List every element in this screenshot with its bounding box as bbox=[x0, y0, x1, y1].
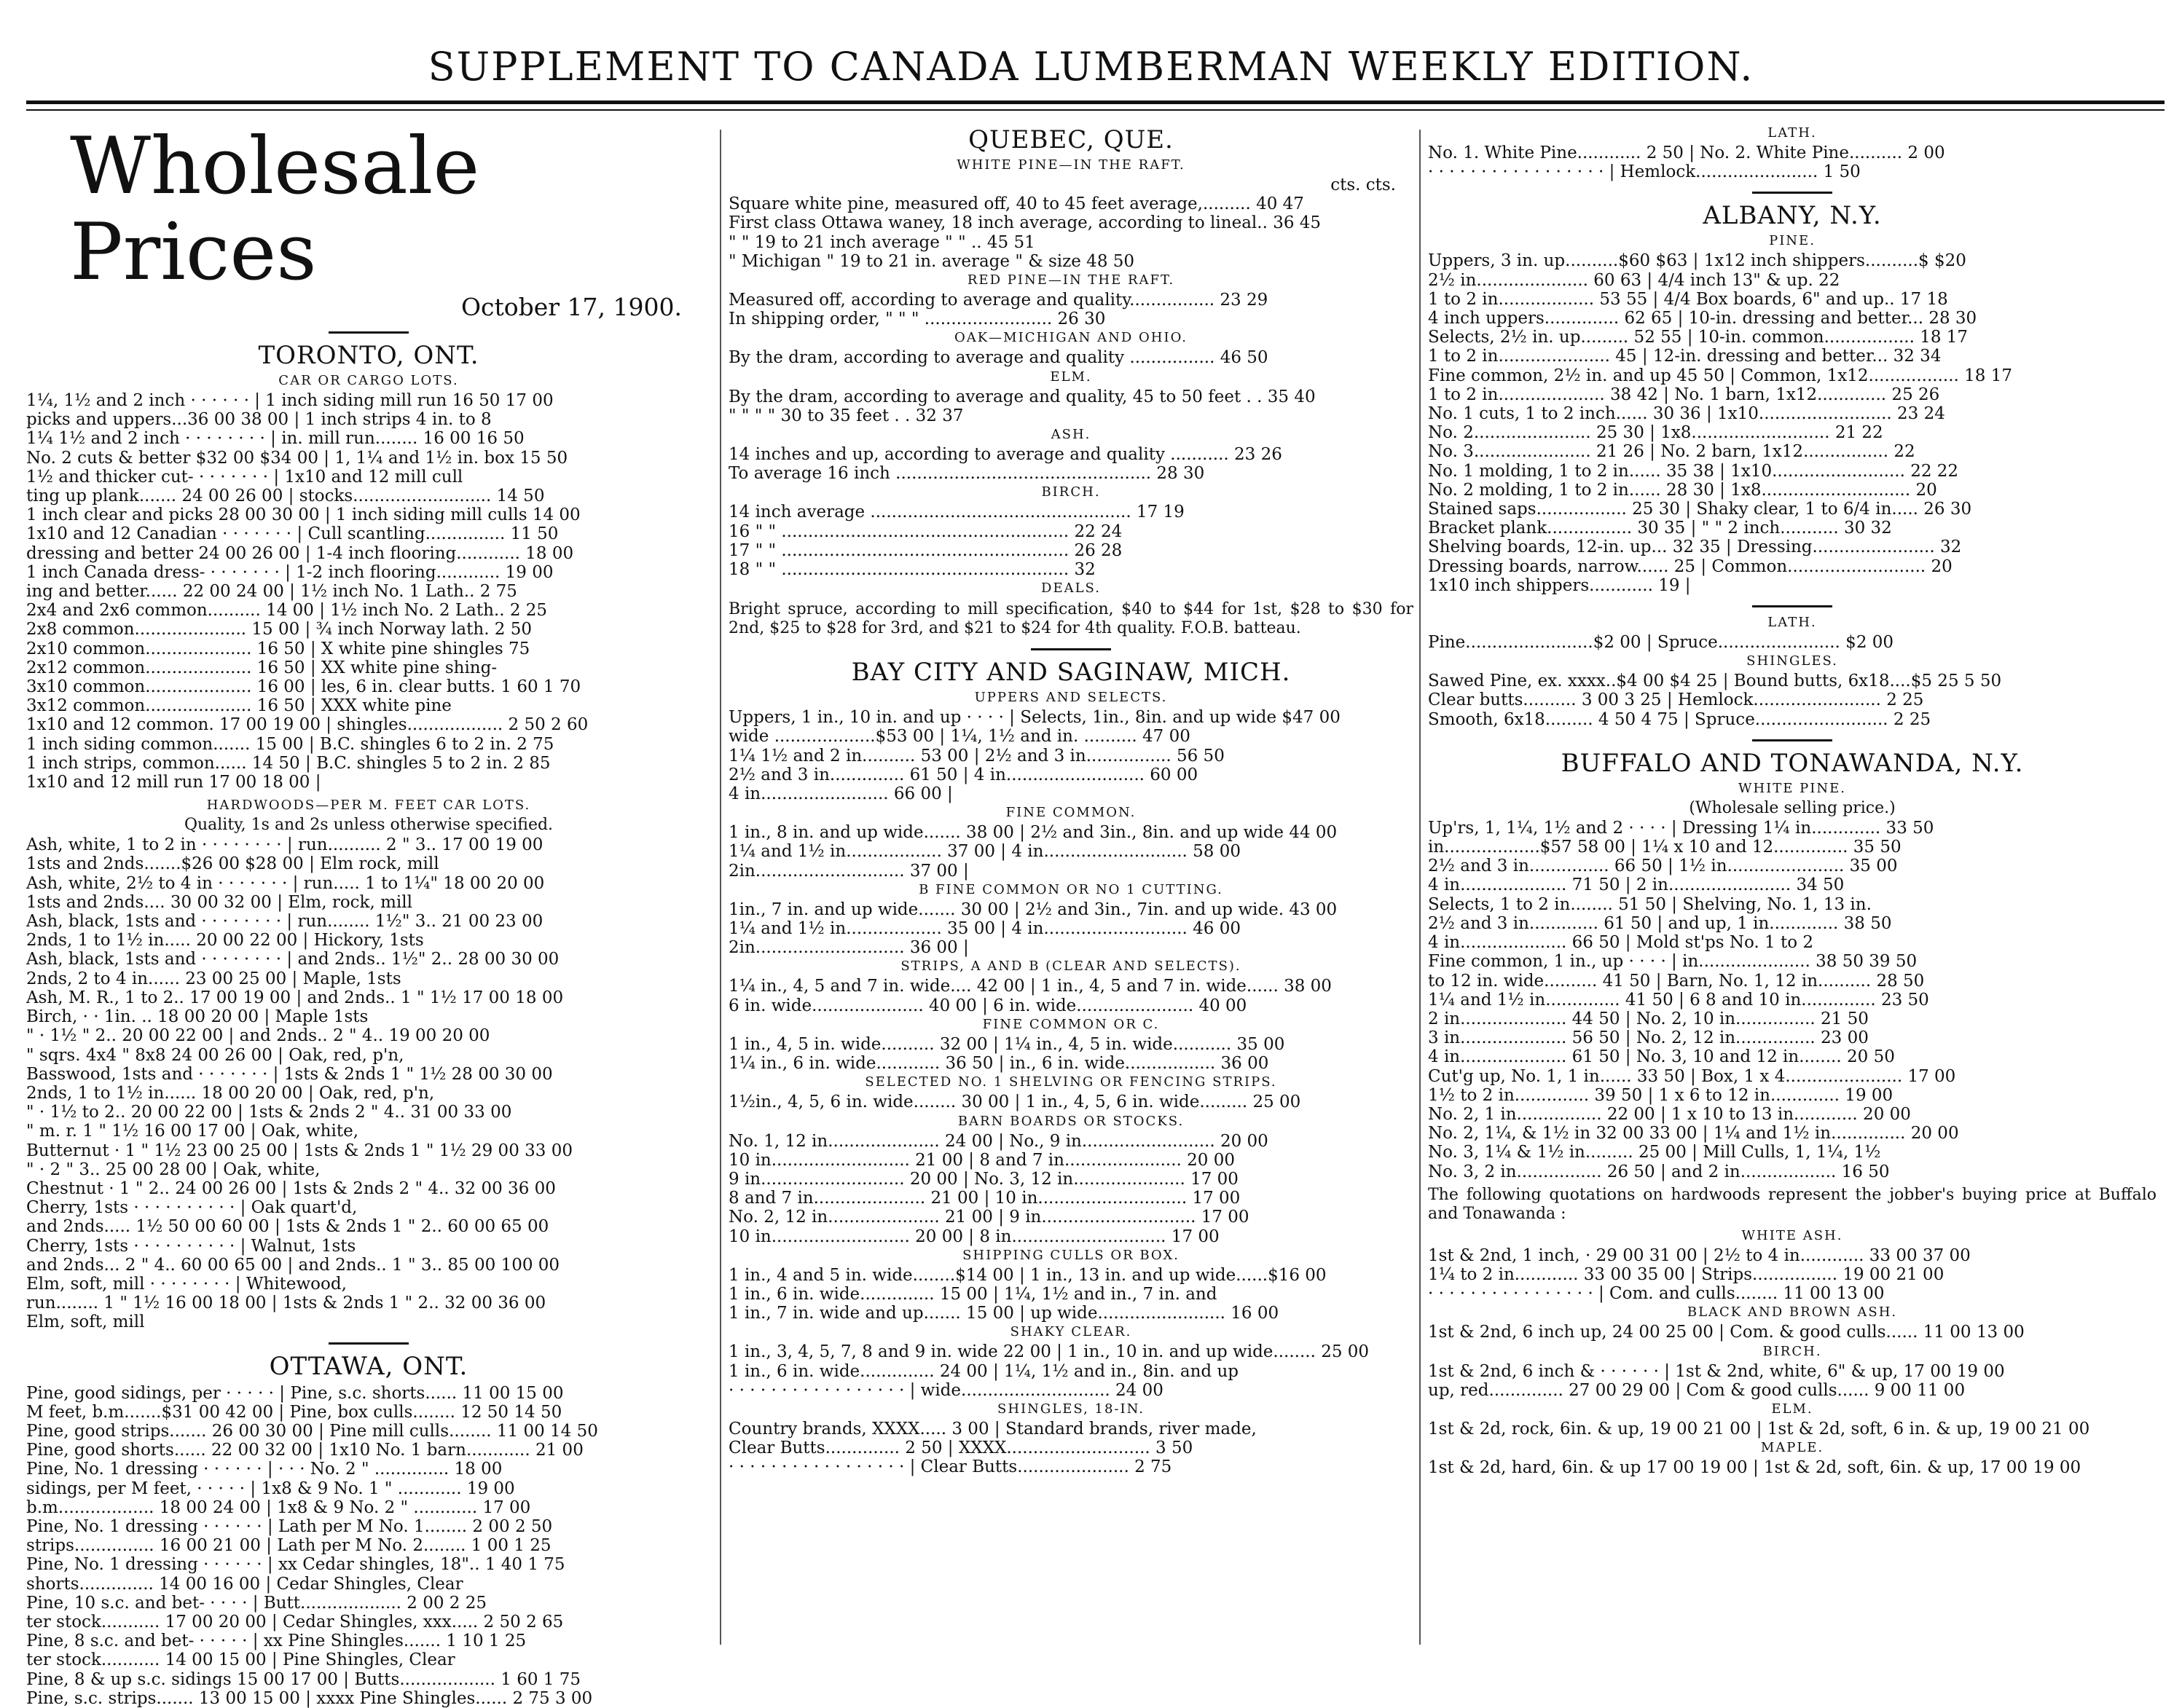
bay-city-barn-heading: BARN BOARDS OR STOCKS. bbox=[957, 1113, 1185, 1129]
price-row: 2 in.................... 44 50 | No. 2, 10 in............... 21 50 bbox=[1428, 1009, 1869, 1028]
bay-city-strips-heading: STRIPS, A AND B (CLEAR AND SELECTS). bbox=[900, 959, 1241, 975]
price-row: 1x10 inch shippers............ 19 | bbox=[1428, 575, 1691, 595]
price-row: No. 1 cuts, 1 to 2 inch...... 30 36 | 1x10......................... 23 24 bbox=[1428, 404, 1945, 424]
price-row: No. 3, 2 in................ 26 50 | and 2 in.................. 16 50 bbox=[1428, 1162, 1890, 1181]
price-row: 16 " " ...................................................... 22 24 bbox=[729, 522, 1123, 541]
price-row: 8 and 7 in..................... 21 00 | 10 in............................ 17 00 bbox=[729, 1189, 1241, 1208]
price-row: 1x10 and 12 Canadian · · · · · · · | Cull scantling............... 11 50 bbox=[26, 524, 559, 544]
price-row: Birch, · · 1in. .. 18 00 20 00 | Maple 1sts bbox=[26, 1007, 369, 1027]
price-row: " Michigan " 19 to 21 in. average " & size 48 50 bbox=[729, 251, 1135, 271]
price-row: 14 inch average ................................................. 17 19 bbox=[729, 503, 1185, 522]
lath-heading: LATH. bbox=[1767, 125, 1817, 141]
section-rule bbox=[1752, 605, 1832, 607]
price-row: and 2nds..... 1½ 50 00 60 00 | 1sts & 2nds 1 " 2.. 60 00 65 00 bbox=[26, 1217, 549, 1237]
price-row: Selects, 1 to 2 in........ 51 50 | Shelving, No. 1, 13 in. bbox=[1428, 894, 1872, 914]
price-row: Uppers, 3 in. up..........$60 $63 | 1x12 inch shippers..........$ $20 bbox=[1428, 251, 1966, 271]
bay-city-fine-common-c-list bbox=[729, 1035, 1413, 1073]
price-row: shorts.............. 14 00 16 00 | Cedar Shingles, Clear bbox=[26, 1574, 463, 1594]
price-row: 1 to 2 in.................. 53 55 | 4/4 Box boards, 6" and up.. 17 18 bbox=[1428, 289, 1948, 309]
bay-city-uppers-list bbox=[729, 708, 1413, 803]
price-row: 1 in., 6 in. wide.............. 15 00 | 1¼, 1½ and in., 7 in. and bbox=[729, 1284, 1217, 1304]
ottawa-heading: OTTAWA, ONT. bbox=[269, 1351, 468, 1381]
price-row: 1½ and thicker cut- · · · · · · · | 1x10 and 12 mill cull bbox=[26, 467, 463, 487]
quebec-white-pine-heading: WHITE PINE—IN THE RAFT. bbox=[957, 157, 1185, 173]
price-row: · · · · · · · · · · · · · · · · | Com. and culls........ 11 00 13 00 bbox=[1428, 1284, 1885, 1304]
price-row: 2½ and 3 in............... 66 50 | 1½ in...................... 35 00 bbox=[1428, 857, 1898, 876]
price-row: run........ 1 " 1½ 16 00 18 00 | 1sts & 2nds 1 " 2.. 32 00 36 00 bbox=[26, 1294, 546, 1313]
price-row: 4 in.................... 61 50 | No. 3, 10 and 12 in........ 20 50 bbox=[1428, 1047, 1895, 1067]
column-3 bbox=[1428, 118, 2157, 1477]
quebec-elm-heading: ELM. bbox=[1050, 369, 1092, 385]
bay-city-shipping-heading: SHIPPING CULLS OR BOX. bbox=[962, 1247, 1180, 1263]
page-title: Wholesale Prices bbox=[70, 121, 480, 298]
bay-city-shaky-list bbox=[729, 1342, 1413, 1400]
header-rule-thick bbox=[26, 101, 2165, 104]
price-row: Butternut · 1 " 1½ 23 00 25 00 | 1sts & 2nds 1 " 1½ 29 00 33 00 bbox=[26, 1141, 573, 1160]
price-row: 1¼ and 1½ in.................. 35 00 | 4 in........................... 46 00 bbox=[729, 919, 1241, 939]
price-row: Chestnut · 1 " 2.. 24 00 26 00 | 1sts & 2nds 2 " 4.. 32 00 36 00 bbox=[26, 1178, 556, 1198]
price-row: Ash, black, 1sts and · · · · · · · · | run........ 1½" 3.. 21 00 23 00 bbox=[26, 912, 543, 932]
price-row: 1 in., 3, 4, 5, 7, 8 and 9 in. wide 22 00 | 1 in., 10 in. and up wide........ 25 00 bbox=[729, 1342, 1370, 1362]
price-row: Ash, M. R., 1 to 2.. 17 00 19 00 | and 2nds.. 1 " 1½ 17 00 18 00 bbox=[26, 988, 564, 1007]
quebec-deals-heading: DEALS. bbox=[1041, 581, 1101, 597]
price-row: No. 2 molding, 1 to 2 in...... 28 30 | 1x8............................ 20 bbox=[1428, 480, 1937, 500]
price-row: Ash, white, 2½ to 4 in · · · · · · · | run..... 1 to 1¼" 18 00 20 00 bbox=[26, 873, 545, 893]
price-row: No. 1 molding, 1 to 2 in...... 35 38 | 1x10......................... 22 22 bbox=[1428, 461, 1959, 481]
toronto-subheading: CAR OR CARGO LOTS. bbox=[278, 373, 459, 388]
issue-date: October 17, 1900. bbox=[460, 293, 682, 321]
price-row: Ash, white, 1 to 2 in · · · · · · · · | run.......... 2 " 3.. 17 00 19 00 bbox=[26, 835, 543, 855]
section-rule bbox=[1031, 648, 1111, 650]
section-rule bbox=[329, 331, 409, 334]
price-row: 1¼ and 1½ in.................. 37 00 | 4 in........................... 58 00 bbox=[729, 842, 1241, 862]
price-row: 1 in., 6 in. wide.............. 24 00 | 1¼, 1½ and in., 8in. and up bbox=[729, 1361, 1239, 1381]
toronto-hardwoods-note: Quality, 1s and 2s unless otherwise specified. bbox=[184, 816, 554, 835]
price-row: 1in., 7 in. and up wide....... 30 00 | 2½ and 3in., 7in. and up wide. 43 00 bbox=[729, 900, 1338, 919]
price-row: Pine, s.c. strips....... 13 00 15 00 | xxxx Pine Shingles...... 2 75 3 00 bbox=[26, 1688, 593, 1708]
buffalo-birch-list bbox=[1428, 1362, 2157, 1400]
price-row: · · · · · · · · · · · · · · · · · | Clear Butts..................... 2 75 bbox=[729, 1457, 1172, 1477]
price-row: 4 in........................ 66 00 | bbox=[729, 784, 953, 804]
price-row: " · 1½ to 2.. 20 00 22 00 | 1sts & 2nds 2 " 4.. 31 00 33 00 bbox=[26, 1103, 512, 1122]
price-row: " sqrs. 4x4 " 8x8 24 00 26 00 | Oak, red, p'n, bbox=[26, 1045, 404, 1065]
price-row: Square white pine, measured off, 40 to 45 feet average,......... 40 47 bbox=[729, 194, 1304, 214]
quebec-deals-text: Bright spruce, according to mill specification, $40 to $44 for 1st, $28 to $30 for 2nd, $25 to $28 for 3rd, and $21 to $24 for 4th quality. F.O.B. batteau. bbox=[729, 600, 1413, 638]
price-row: By the dram, according to average and quality ................ 46 50 bbox=[729, 348, 1268, 368]
price-row: 10 in.......................... 21 00 | 8 and 7 in...................... 20 00 bbox=[729, 1150, 1235, 1170]
price-row: Pine, No. 1 dressing · · · · · · | Lath per M No. 1........ 2 00 2 50 bbox=[26, 1516, 553, 1536]
lath-row: No. 1. White Pine............ 2 50 | No. 2. White Pine.......... 2 00 bbox=[1428, 143, 1945, 162]
albany-pine-heading: PINE. bbox=[1769, 233, 1816, 249]
price-row: 1 in., 4 and 5 in. wide........$14 00 | 1 in., 13 in. and up wide......$16 00 bbox=[729, 1265, 1327, 1285]
price-row: 4 in.................... 66 50 | Mold st'ps No. 1 to 2 bbox=[1428, 933, 1814, 953]
buffalo-heading: BUFFALO AND TONAWANDA, N.Y. bbox=[1561, 748, 2024, 778]
price-row: No. 2 cuts & better $32 00 $34 00 | 1, 1¼ and 1½ in. box 15 50 bbox=[26, 448, 568, 468]
albany-lath-row: Pine........................$2 00 | Spruce....................... $2 00 bbox=[1428, 633, 1894, 653]
price-row: 1¼ in., 4, 5 and 7 in. wide.... 42 00 | 1 in., 4, 5 and 7 in. wide...... 38 00 bbox=[729, 977, 1332, 996]
albany-heading: ALBANY, N.Y. bbox=[1703, 201, 1882, 231]
price-row: No. 2...................... 25 30 | 1x8.......................... 21 22 bbox=[1428, 423, 1883, 443]
price-row: 1 inch strips, common...... 14 50 | B.C. shingles 5 to 2 in. 2 85 bbox=[26, 753, 551, 773]
price-row: " " 19 to 21 inch average " " .. 45 51 bbox=[729, 232, 1035, 252]
buffalo-white-pine-heading: WHITE PINE. bbox=[1738, 780, 1846, 796]
price-row: 2½ and 3 in............. 61 50 | and up, 1 in............. 38 50 bbox=[1428, 913, 1892, 933]
price-row: Elm, soft, mill bbox=[26, 1313, 145, 1332]
price-row: in..................$57 58 00 | 1¼ x 10 and 12.............. 35 50 bbox=[1428, 838, 1902, 857]
column-2 bbox=[729, 118, 1413, 1477]
price-row: 2in............................ 36 00 | bbox=[729, 938, 969, 958]
price-row: 1st & 2d, hard, 6in. & up 17 00 19 00 | 1st & 2d, soft, 6in. & up, 17 00 19 00 bbox=[1428, 1458, 2081, 1478]
price-row: Stained saps................. 25 30 | Shaky clear, 1 to 6/4 in..... 26 30 bbox=[1428, 500, 1972, 519]
price-row: 2x10 common.................... 16 50 | X white pine shingles 75 bbox=[26, 639, 530, 658]
bay-city-shipping-list bbox=[729, 1266, 1413, 1323]
price-row: Sawed Pine, ex. xxxx..$4 00 $4 25 | Bound butts, 6x18....$5 25 5 50 bbox=[1428, 672, 2002, 691]
toronto-hardwoods-heading: HARDWOODS—PER M. FEET CAR LOTS. bbox=[206, 798, 531, 814]
price-row: 1¼ in., 6 in. wide............ 36 50 | in., 6 in. wide................. 36 00 bbox=[729, 1054, 1269, 1074]
column-1 bbox=[26, 118, 711, 1708]
bay-city-uppers-heading: UPPERS AND SELECTS. bbox=[974, 690, 1168, 706]
quebec-ash-list bbox=[729, 445, 1413, 483]
price-row: 1 to 2 in..................... 45 | 12-in. dressing and better... 32 34 bbox=[1428, 347, 1942, 366]
price-row: No. 2, 12 in..................... 21 00 | 9 in............................. 17 00 bbox=[729, 1208, 1249, 1227]
price-row: 1¼, 1½ and 2 inch · · · · · · | 1 inch siding mill run 16 50 17 00 bbox=[26, 391, 554, 410]
bay-city-shelving-heading: SELECTED NO. 1 SHELVING OR FENCING STRIPS. bbox=[865, 1074, 1277, 1090]
bay-city-fine-common-list bbox=[729, 823, 1413, 881]
price-row: 1½in., 4, 5, 6 in. wide........ 30 00 | 1 in., 4, 5, 6 in. wide......... 25 00 bbox=[729, 1093, 1301, 1112]
price-row: No. 1, 12 in..................... 24 00 | No., 9 in......................... 20 00 bbox=[729, 1131, 1268, 1151]
price-row: 2nds, 1 to 1½ in..... 20 00 22 00 | Hickory, 1sts bbox=[26, 931, 424, 951]
buffalo-black-ash-heading: BLACK AND BROWN ASH. bbox=[1687, 1304, 1898, 1321]
price-row: 1x10 and 12 mill run 17 00 18 00 | bbox=[26, 773, 321, 792]
price-row: 2x8 common..................... 15 00 | ¾ inch Norway lath. 2 50 bbox=[26, 620, 533, 639]
price-row: picks and uppers...36 00 38 00 | 1 inch strips 4 in. to 8 bbox=[26, 410, 492, 430]
price-row: Cut'g up, No. 1, 1 in...... 33 50 | Box, 1 x 4...................... 17 00 bbox=[1428, 1066, 1956, 1086]
quebec-red-pine-list bbox=[729, 291, 1413, 328]
bay-city-shelving-list bbox=[729, 1093, 1413, 1111]
price-row: No. 2, 1 in................ 22 00 | 1 x 10 to 13 in............ 20 00 bbox=[1428, 1104, 1911, 1124]
price-row: 6 in. wide..................... 40 00 | 6 in. wide...................... 40 00 bbox=[729, 996, 1247, 1015]
price-row: 1 in., 4, 5 in. wide.......... 32 00 | 1¼ in., 4, 5 in. wide........... 35 00 bbox=[729, 1034, 1285, 1054]
buffalo-maple-list bbox=[1428, 1458, 2157, 1477]
price-row: Cherry, 1sts · · · · · · · · · · | Oak quart'd, bbox=[26, 1198, 358, 1218]
price-row: M feet, b.m.......$31 00 42 00 | Pine, box culls........ 12 50 14 50 bbox=[26, 1402, 562, 1422]
toronto-price-list bbox=[26, 391, 711, 792]
buffalo-birch-heading: BIRCH. bbox=[1762, 1343, 1822, 1359]
price-row: No. 2, 1¼, & 1½ in 32 00 33 00 | 1¼ and 1½ in.............. 20 00 bbox=[1428, 1124, 1959, 1144]
bay-city-fine-common-c-heading: FINE COMMON OR C. bbox=[982, 1016, 1160, 1032]
price-row: Clear butts.......... 3 00 3 25 | Hemlock........................ 2 25 bbox=[1428, 690, 1924, 710]
price-row: to 12 in. wide.......... 41 50 | Barn, No. 1, 12 in.......... 28 50 bbox=[1428, 971, 1925, 991]
buffalo-white-ash-heading: WHITE ASH. bbox=[1741, 1227, 1843, 1243]
section-rule bbox=[1752, 739, 1832, 741]
price-row: " · 2 " 3.. 25 00 28 00 | Oak, white, bbox=[26, 1160, 321, 1179]
price-row: Fine common, 1 in., up · · · · | in..................... 38 50 39 50 bbox=[1428, 952, 1918, 972]
bay-city-b-fine-heading: B FINE COMMON OR NO 1 CUTTING. bbox=[919, 881, 1223, 897]
price-row: 1¼ to 2 in............ 33 00 35 00 | Strips................ 19 00 21 00 bbox=[1428, 1264, 1944, 1284]
price-row: strips............... 16 00 21 00 | Lath per M No. 2........ 1 00 1 25 bbox=[26, 1536, 552, 1556]
price-row: 1st & 2d, rock, 6in. & up, 19 00 21 00 | 1st & 2d, soft, 6 in. & up, 19 00 21 00 bbox=[1428, 1419, 2090, 1439]
toronto-heading: TORONTO, ONT. bbox=[258, 341, 479, 370]
price-row: 10 in.......................... 20 00 | 8 in............................. 17 00 bbox=[729, 1227, 1220, 1246]
price-row: 1 inch clear and picks 28 00 30 00 | 1 inch siding mill culls 14 00 bbox=[26, 505, 581, 525]
price-row: ter stock........... 17 00 20 00 | Cedar Shingles, xxx..... 2 50 2 65 bbox=[26, 1612, 564, 1632]
price-row: Measured off, according to average and quality................ 23 29 bbox=[729, 291, 1268, 310]
price-row: sidings, per M feet, · · · · · | 1x8 & 9 No. 1 " ............ 19 00 bbox=[26, 1479, 515, 1498]
buffalo-maple-heading: MAPLE. bbox=[1760, 1440, 1824, 1456]
albany-shingles-heading: SHINGLES. bbox=[1746, 653, 1838, 669]
price-row: Pine, No. 1 dressing · · · · · · | xx Cedar shingles, 18".. 1 40 1 75 bbox=[26, 1555, 565, 1575]
price-row: 2nds, 2 to 4 in...... 23 00 25 00 | Maple, 1sts bbox=[26, 969, 401, 988]
price-row: " m. r. 1 " 1½ 16 00 17 00 | Oak, white, bbox=[26, 1122, 359, 1141]
price-row: wide ...................$53 00 | 1¼, 1½ and in. .......... 47 00 bbox=[729, 727, 1190, 747]
price-row: ing and better...... 22 00 24 00 | 1½ inch No. 1 Lath.. 2 75 bbox=[26, 582, 517, 602]
price-row: 3x10 common.................... 16 00 | les, 6 in. clear butts. 1 60 1 70 bbox=[26, 677, 581, 697]
bay-city-shaky-heading: SHAKY CLEAR. bbox=[1010, 1324, 1132, 1340]
price-row: 1 to 2 in.................... 38 42 | No. 1 barn, 1x12............. 25 26 bbox=[1428, 385, 1940, 404]
price-row: Bracket plank................ 30 35 | " " 2 inch........... 30 32 bbox=[1428, 519, 1892, 538]
quebec-ash-heading: ASH. bbox=[1051, 427, 1091, 443]
column-divider bbox=[720, 130, 721, 1645]
price-row: ter stock........... 14 00 15 00 | Pine Shingles, Clear bbox=[26, 1650, 455, 1670]
price-row: No. 3...................... 21 26 | No. 2 barn, 1x12................ 22 bbox=[1428, 442, 1915, 462]
price-row: 1sts and 2nds.......$26 00 $28 00 | Elm rock, mill bbox=[26, 854, 439, 874]
price-row: 1st & 2nd, 1 inch, · 29 00 31 00 | 2½ to 4 in............ 33 00 37 00 bbox=[1428, 1245, 1971, 1265]
price-row: 1¼ 1½ and 2 inch · · · · · · · · | in. mill run........ 16 00 16 50 bbox=[26, 429, 525, 449]
toronto-hardwoods-list bbox=[26, 835, 711, 1331]
price-row: and 2nds... 2 " 4.. 60 00 65 00 | and 2nds.. 1 " 3.. 85 00 100 00 bbox=[26, 1255, 560, 1275]
quebec-birch-list bbox=[729, 503, 1413, 579]
price-row: ting up plank....... 24 00 26 00 | stocks.......................... 14 50 bbox=[26, 487, 545, 506]
section-rule bbox=[329, 1342, 409, 1345]
price-row: Country brands, XXXX..... 3 00 | Standard brands, river made, bbox=[729, 1419, 1257, 1439]
price-row: Ash, black, 1sts and · · · · · · · · | and 2nds.. 1½" 2.. 28 00 30 00 bbox=[26, 950, 560, 969]
price-row: Pine, 8 s.c. and bet- · · · · · | xx Pine Shingles....... 1 10 1 25 bbox=[26, 1632, 527, 1651]
price-row: 18 " " ...................................................... 32 bbox=[729, 560, 1096, 580]
price-row: 2x12 common.................... 16 50 | XX white pine shing- bbox=[26, 658, 498, 677]
buffalo-note: (Wholesale selling price.) bbox=[1689, 798, 1896, 817]
buffalo-black-ash-list bbox=[1428, 1323, 2157, 1342]
column-divider bbox=[1419, 130, 1421, 1645]
albany-pine-list bbox=[1428, 251, 2157, 595]
bay-city-heading: BAY CITY AND SAGINAW, MICH. bbox=[851, 658, 1291, 688]
price-row: Smooth, 6x18......... 4 50 4 75 | Spruce......................... 2 25 bbox=[1428, 709, 1931, 729]
buffalo-elm-heading: ELM. bbox=[1771, 1401, 1813, 1417]
price-row: Selects, 2½ in. up......... 52 55 | 10-in. common................. 18 17 bbox=[1428, 328, 1969, 347]
price-row: 9 in........................... 20 00 | No. 3, 12 in..................... 17 00 bbox=[729, 1169, 1239, 1189]
price-row: 1¼ 1½ and 2 in.......... 53 00 | 2½ and 3 in................ 56 50 bbox=[729, 746, 1225, 766]
price-row: dressing and better 24 00 26 00 | 1-4 inch flooring............ 18 00 bbox=[26, 543, 574, 563]
price-row: Uppers, 1 in., 10 in. and up · · · · | Selects, 1in., 8in. and up wide $47 00 bbox=[729, 708, 1341, 728]
quebec-elm-list bbox=[729, 387, 1413, 425]
header-rule-thin bbox=[26, 109, 2165, 111]
buffalo-elm-list bbox=[1428, 1420, 2157, 1439]
price-row: No. 3, 1¼ & 1½ in......... 25 00 | Mill Culls, 1, 1¼, 1½ bbox=[1428, 1143, 1881, 1162]
lath-row: · · · · · · · · · · · · · · · · · | Hemlock....................... 1 50 bbox=[1428, 162, 1861, 182]
price-row: 1 in., 8 in. and up wide....... 38 00 | 2½ and 3in., 8in. and up wide 44 00 bbox=[729, 823, 1338, 843]
price-row: Pine, good strips....... 26 00 30 00 | Pine mill culls........ 11 00 14 50 bbox=[26, 1421, 598, 1441]
price-row: 1 inch Canada dress- · · · · · · · | 1-2 inch flooring............ 19 00 bbox=[26, 562, 554, 582]
price-row: 14 inches and up, according to average and quality ........... 23 26 bbox=[729, 445, 1282, 465]
price-row: 2½ in..................... 60 63 | 4/4 inch 13" & up. 22 bbox=[1428, 270, 1840, 290]
buffalo-hardwood-note: The following quotations on hardwoods represent the jobber's buying price at Buffalo and Tonawanda : bbox=[1428, 1185, 2157, 1223]
price-row: 4 in.................... 71 50 | 2 in....................... 34 50 bbox=[1428, 875, 1845, 895]
quebec-oak-heading: OAK—MICHIGAN AND OHIO. bbox=[954, 330, 1188, 346]
price-row: Shelving boards, 12-in. up... 32 35 | Dressing....................... 32 bbox=[1428, 538, 1962, 557]
price-row: 2nds, 1 to 1½ in...... 18 00 20 00 | Oak, red, p'n, bbox=[26, 1083, 435, 1103]
price-row: 2in............................ 37 00 | bbox=[729, 861, 969, 881]
price-row: " " " " 30 to 35 feet . . 32 37 bbox=[729, 406, 964, 425]
price-row: 1x10 and 12 common. 17 00 19 00 | shingles.................. 2 50 2 60 bbox=[26, 715, 589, 735]
bay-city-b-fine-list bbox=[729, 900, 1413, 958]
quebec-heading: QUEBEC, QUE. bbox=[968, 125, 1174, 154]
price-row: 1 in., 7 in. wide and up....... 15 00 | up wide........................ 16 00 bbox=[729, 1304, 1279, 1323]
price-row: Clear Butts.............. 2 50 | XXXX........................... 3 50 bbox=[729, 1439, 1193, 1458]
bay-city-barn-list bbox=[729, 1132, 1413, 1246]
section-rule bbox=[1752, 192, 1832, 194]
price-row: 2½ and 3 in.............. 61 50 | 4 in.......................... 60 00 bbox=[729, 765, 1198, 784]
price-row: " · 1½ " 2.. 20 00 22 00 | and 2nds.. 2 " 4.. 19 00 20 00 bbox=[26, 1026, 490, 1046]
price-row: 3x12 common.................... 16 50 | XXX white pine bbox=[26, 696, 452, 716]
quebec-oak-list bbox=[729, 348, 1413, 367]
price-row: 1¼ and 1½ in.............. 41 50 | 6 8 and 10 in.............. 23 50 bbox=[1428, 990, 1929, 1010]
price-row: Pine, No. 1 dressing · · · · · · | · · · No. 2 " .............. 18 00 bbox=[26, 1460, 503, 1479]
quebec-white-pine-list bbox=[729, 194, 1413, 271]
albany-lath-heading: LATH. bbox=[1767, 615, 1817, 631]
price-row: To average 16 inch ................................................ 28 30 bbox=[729, 464, 1205, 484]
page-header: SUPPLEMENT TO CANADA LUMBERMAN WEEKLY EDITION. bbox=[428, 44, 1754, 90]
price-row: First class Ottawa waney, 18 inch average, according to lineal.. 36 45 bbox=[729, 213, 1322, 233]
price-row: 2x4 and 2x6 common.......... 14 00 | 1½ inch No. 2 Lath.. 2 25 bbox=[26, 601, 548, 621]
price-row: In shipping order, " " " ........................ 26 30 bbox=[729, 310, 1106, 329]
quebec-red-pine-heading: RED PINE—IN THE RAFT. bbox=[967, 272, 1175, 288]
price-row: b.m.................. 18 00 24 00 | 1x8 & 9 No. 2 " ............ 17 00 bbox=[26, 1498, 531, 1517]
bay-city-shingles-list bbox=[729, 1420, 1413, 1477]
quebec-cts-header: cts. cts. bbox=[1330, 176, 1396, 194]
price-row: 1½ to 2 in.............. 39 50 | 1 x 6 to 12 in............. 19 00 bbox=[1428, 1085, 1893, 1105]
price-row: Pine, good shorts...... 22 00 32 00 | 1x10 No. 1 barn............ 21 00 bbox=[26, 1441, 584, 1460]
price-row: 4 inch uppers.............. 62 65 | 10-in. dressing and better... 28 30 bbox=[1428, 309, 1977, 328]
price-row: 1st & 2nd, 6 inch & · · · · · · | 1st & 2nd, white, 6" & up, 17 00 19 00 bbox=[1428, 1361, 2005, 1381]
albany-shingles-list bbox=[1428, 672, 2157, 729]
price-row: Basswood, 1sts and · · · · · · · | 1sts & 2nds 1 " 1½ 28 00 30 00 bbox=[26, 1064, 553, 1084]
price-row: Up'rs, 1, 1¼, 1½ and 2 · · · · | Dressing 1¼ in............. 33 50 bbox=[1428, 818, 1934, 838]
price-row: up, red.............. 27 00 29 00 | Com & good culls...... 9 00 11 00 bbox=[1428, 1380, 1966, 1400]
price-row: Fine common, 2½ in. and up 45 50 | Common, 1x12................. 18 17 bbox=[1428, 366, 2012, 385]
price-row: Pine, 8 & up s.c. sidings 15 00 17 00 | Butts.................. 1 60 1 75 bbox=[26, 1669, 581, 1689]
price-row: 1st & 2nd, 6 inch up, 24 00 25 00 | Com. & good culls...... 11 00 13 00 bbox=[1428, 1323, 2025, 1342]
price-row: 1 inch siding common....... 15 00 | B.C. shingles 6 to 2 in. 2 75 bbox=[26, 734, 554, 754]
bay-city-strips-list bbox=[729, 977, 1413, 1015]
price-row: Dressing boards, narrow...... 25 | Common.......................... 20 bbox=[1428, 556, 1953, 576]
price-row: Pine, good sidings, per · · · · · | Pine, s.c. shorts...... 11 00 15 00 bbox=[26, 1383, 564, 1403]
price-row: By the dram, according to average and quality, 45 to 50 feet . . 35 40 bbox=[729, 387, 1316, 406]
quebec-birch-heading: BIRCH. bbox=[1041, 484, 1101, 500]
buffalo-price-list bbox=[1428, 819, 2157, 1181]
price-row: 3 in.................... 56 50 | No. 2, 12 in............... 23 00 bbox=[1428, 1028, 1869, 1048]
price-row: 1sts and 2nds.... 30 00 32 00 | Elm, rock, mill bbox=[26, 892, 412, 912]
price-row: Cherry, 1sts · · · · · · · · · · | Walnut, 1sts bbox=[26, 1236, 356, 1256]
ottawa-price-list bbox=[26, 1384, 711, 1708]
price-row: 17 " " ...................................................... 26 28 bbox=[729, 540, 1123, 560]
price-row: Elm, soft, mill · · · · · · · · | Whitewood, bbox=[26, 1274, 347, 1294]
buffalo-white-ash-list bbox=[1428, 1246, 2157, 1304]
bay-city-fine-common-heading: FINE COMMON. bbox=[1005, 805, 1137, 821]
price-row: Pine, 10 s.c. and bet- · · · · | Butt................... 2 00 2 25 bbox=[26, 1593, 487, 1613]
bay-city-shingles-heading: SHINGLES, 18-IN. bbox=[997, 1401, 1145, 1417]
price-row: · · · · · · · · · · · · · · · · · | wide............................ 24 00 bbox=[729, 1380, 1163, 1400]
